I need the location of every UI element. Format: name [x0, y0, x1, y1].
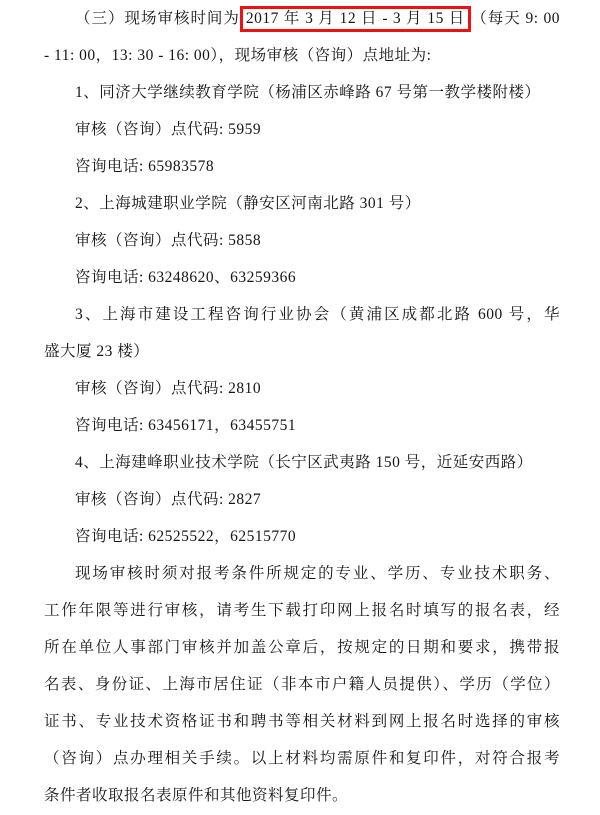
text-segment: 2、上海城建职业学院（静安区河南北路 301 号）	[75, 195, 421, 212]
text-line	[44, 555, 560, 592]
text-line	[44, 37, 560, 74]
text-segment: 审核（咨询）点代码: 5959	[75, 121, 262, 138]
text-segment: 4、上海建峰职业技术学院（长宁区武夷路 150 号，近延安西路）	[75, 454, 533, 471]
text-segment: - 11: 00，13: 30 - 16: 00），现场审核（咨询）点地址为:	[44, 47, 432, 64]
text-segment: 1、同济大学继续教育学院（杨浦区赤峰路 67 号第一教学楼附楼）	[75, 84, 541, 101]
text-line	[44, 407, 560, 444]
text-segment: 盛大厦 23 楼）	[44, 343, 150, 360]
text-segment: （每天 9: 00	[471, 10, 560, 27]
date-highlight-box: 2017 年 3 月 12 日 - 3 月 15 日	[240, 6, 471, 32]
text-line	[44, 296, 560, 333]
text-segment: 审核（咨询）点代码: 5858	[75, 232, 262, 249]
text-line	[44, 74, 560, 111]
text-segment: 咨询电话: 65983578	[75, 158, 215, 175]
text-segment: （咨询）点办理相关手续。以上材料均需原件和复印件，对符合报考	[44, 750, 560, 767]
text-segment: 咨询电话: 62525522，62515770	[75, 528, 297, 545]
text-line	[44, 703, 560, 740]
text-segment: 咨询电话: 63456171，63455751	[75, 417, 297, 434]
text-segment: （三）现场审核时间为	[75, 10, 240, 27]
text-line	[44, 481, 560, 518]
text-line	[44, 444, 560, 481]
text-line	[44, 259, 560, 296]
text-line	[44, 0, 560, 37]
text-segment: 3、上海市建设工程咨询行业协会（黄浦区成都北路 600 号，华	[75, 306, 560, 323]
text-line	[44, 666, 560, 703]
text-line	[44, 185, 560, 222]
text-segment: 现场审核时须对报考条件所规定的专业、学历、专业技术职务、	[75, 565, 560, 582]
text-line	[44, 518, 560, 555]
text-line	[44, 629, 560, 666]
document-body	[44, 0, 560, 814]
text-segment: 所在单位人事部门审核并加盖公章后，按规定的日期和要求，携带报	[44, 639, 560, 656]
text-segment: 证书、专业技术资格证书和聘书等相关材料到网上报名时选择的审核	[44, 713, 560, 730]
text-line	[44, 333, 560, 370]
text-segment: 审核（咨询）点代码: 2827	[75, 491, 262, 508]
text-segment: 审核（咨询）点代码: 2810	[75, 380, 262, 397]
text-segment: 名表、身份证、上海市居住证（非本市户籍人员提供）、学历（学位）	[44, 676, 560, 693]
text-line	[44, 111, 560, 148]
text-line	[44, 592, 560, 629]
text-segment: 条件者收取报名表原件和其他资料复印件。	[44, 787, 349, 804]
text-line	[44, 222, 560, 259]
text-line	[44, 148, 560, 185]
text-line	[44, 740, 560, 777]
text-line	[44, 370, 560, 407]
text-line	[44, 777, 560, 814]
text-segment: 工作年限等进行审核，请考生下载打印网上报名时填写的报名表，经	[44, 602, 560, 619]
text-segment: 咨询电话: 63248620、63259366	[75, 269, 297, 286]
